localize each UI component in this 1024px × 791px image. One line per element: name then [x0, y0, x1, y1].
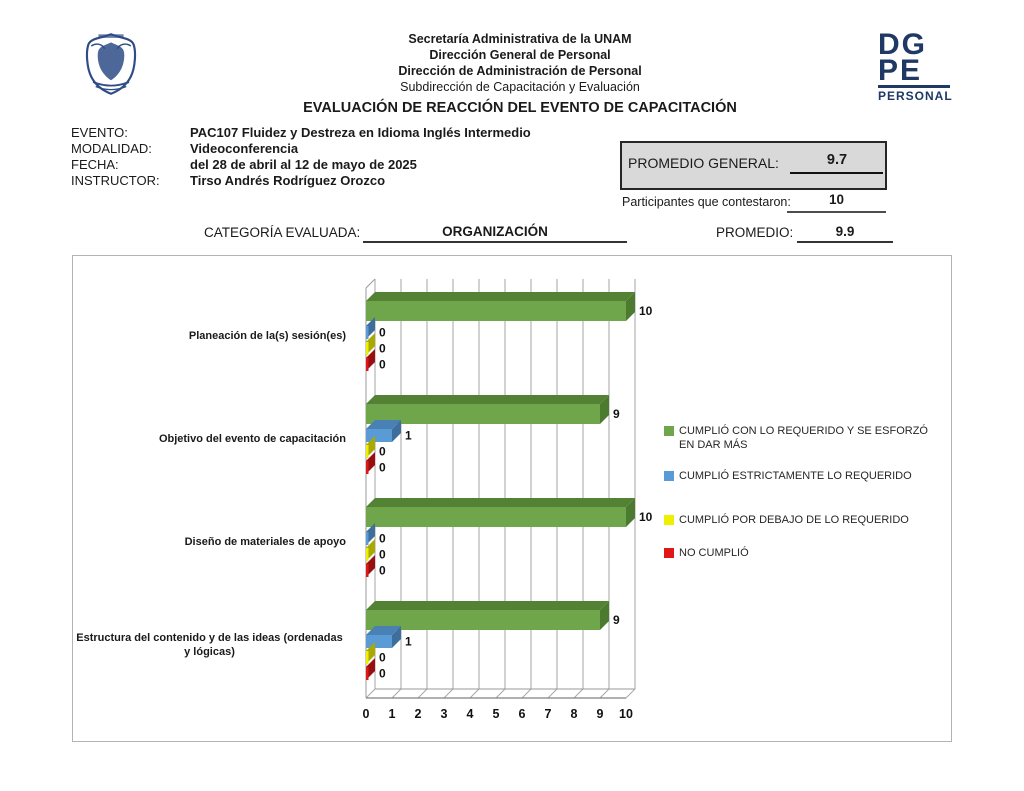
bar-data-label: 0 — [379, 666, 386, 681]
bar-chart-container — [72, 255, 952, 742]
promedio-general-value: 9.7 — [826, 152, 848, 168]
bar-data-label: 1 — [405, 428, 412, 443]
x-tick-label: 5 — [492, 707, 500, 721]
bar-top-face — [366, 601, 609, 610]
event-value: Videoconferencia — [190, 141, 299, 156]
bar-data-label: 0 — [379, 325, 386, 340]
bar-front-face — [366, 651, 369, 664]
legend-label: NO CUMPLIÓ — [679, 547, 749, 559]
categoria-evaluada-label: CATEGORÍA EVALUADA: — [204, 225, 361, 240]
gridline-floor — [626, 689, 635, 698]
promedio-general-underline — [790, 172, 883, 174]
x-tick-label: 0 — [362, 707, 370, 721]
bar-front-face — [366, 635, 392, 648]
legend-label: CUMPLIÓ POR DEBAJO DE LO REQUERIDO — [679, 514, 909, 526]
org-line-4: Subdirección de Capacitación y Evaluación — [400, 80, 640, 94]
event-label: MODALIDAD: — [71, 141, 152, 156]
legend-marker-icon — [664, 515, 674, 525]
page-title: EVALUACIÓN DE REACCIÓN DEL EVENTO DE CAPACITACIÓN — [303, 100, 737, 116]
gridline-floor — [496, 689, 505, 698]
legend-label: CUMPLIÓ CON LO REQUERIDO Y SE ESFORZÓ EN DAR MÁS — [679, 425, 928, 451]
legend-marker-icon — [664, 548, 674, 558]
legend-item — [664, 546, 749, 560]
bar-data-label: 0 — [379, 357, 386, 372]
gridline-floor — [574, 689, 583, 698]
bar-data-label: 0 — [379, 341, 386, 356]
bar-front-face — [366, 548, 369, 561]
bar-front-face — [366, 445, 369, 458]
gridline-floor — [600, 689, 609, 698]
wall-top-edge — [366, 279, 375, 288]
dgpe-logo-caption: PERSONAL — [878, 85, 950, 103]
bar-front-face — [366, 301, 626, 321]
bar-front-face — [366, 358, 369, 371]
x-tick-label: 4 — [466, 707, 474, 721]
event-label: INSTRUCTOR: — [71, 173, 160, 188]
x-tick-label: 1 — [388, 707, 396, 721]
gridline-floor — [548, 689, 557, 698]
dgpe-logo-line2: PE — [878, 54, 923, 87]
bar-data-label: 0 — [379, 444, 386, 459]
legend-marker-icon — [664, 471, 674, 481]
promedio-label: PROMEDIO: — [716, 225, 794, 240]
org-line-1: Secretaría Administrativa de la UNAM — [408, 32, 632, 46]
bar-front-face — [366, 342, 369, 355]
x-tick-label: 6 — [518, 707, 526, 721]
legend-item — [664, 424, 946, 452]
x-tick-label: 2 — [414, 707, 422, 721]
gridline-floor — [522, 689, 531, 698]
bar-data-label: 10 — [639, 510, 653, 524]
promedio-underline — [797, 241, 893, 243]
bar-front-face — [366, 404, 600, 424]
participantes-label: Participantes que contestaron: — [622, 195, 791, 209]
bar-front-face — [366, 507, 626, 527]
legend-label: CUMPLIÓ ESTRICTAMENTE LO REQUERIDO — [679, 470, 912, 482]
event-label: EVENTO: — [71, 125, 128, 140]
bar-chart-plot — [351, 266, 671, 731]
event-row-fecha — [71, 157, 531, 173]
unam-logo-icon — [84, 31, 138, 97]
gridline-floor — [444, 689, 453, 698]
bar-data-label: 9 — [613, 407, 620, 421]
gridline-floor — [392, 689, 401, 698]
bar-top-face — [366, 395, 609, 404]
legend-marker-icon — [664, 426, 674, 436]
gridline-floor — [470, 689, 479, 698]
bar-front-face — [366, 326, 369, 339]
bar-data-label: 0 — [379, 563, 386, 578]
org-line-3: Dirección de Administración de Personal — [398, 64, 642, 78]
event-row-instructor — [71, 173, 531, 189]
event-info-block — [71, 125, 531, 189]
dgpe-logo — [878, 28, 956, 103]
bar-data-label: 0 — [379, 460, 386, 475]
dgpe-logo-line1: DG — [878, 28, 927, 61]
org-line-2: Dirección General de Personal — [429, 48, 611, 62]
event-row-modalidad — [71, 141, 531, 157]
categoria-evaluada-underline — [363, 241, 627, 243]
bar-data-label: 10 — [639, 304, 653, 318]
bar-front-face — [366, 429, 392, 442]
event-value: PAC107 Fluidez y Destreza en Idioma Inglés Intermedio — [190, 125, 531, 140]
bar-top-face — [366, 498, 635, 507]
x-tick-label: 3 — [440, 707, 448, 721]
participantes-value: 10 — [828, 192, 845, 207]
gridline-floor — [418, 689, 427, 698]
bar-data-label: 1 — [405, 634, 412, 649]
promedio-value: 9.9 — [835, 224, 855, 239]
event-label: FECHA: — [71, 157, 119, 172]
bar-data-label: 0 — [379, 547, 386, 562]
bar-data-label: 0 — [379, 650, 386, 665]
event-value: del 28 de abril al 12 de mayo de 2025 — [190, 157, 417, 172]
legend-item — [664, 469, 912, 483]
bar-front-face — [366, 667, 369, 680]
event-value: Tirso Andrés Rodríguez Orozco — [190, 173, 386, 188]
bar-data-label: 9 — [613, 613, 620, 627]
x-tick-label: 7 — [544, 707, 552, 721]
event-row-evento — [71, 125, 531, 141]
categoria-evaluada-value: ORGANIZACIÓN — [442, 224, 548, 239]
gridline-floor — [366, 689, 375, 698]
promedio-general-label: PROMEDIO GENERAL: — [628, 155, 779, 171]
bar-front-face — [366, 532, 369, 545]
x-tick-label: 9 — [596, 707, 604, 721]
x-tick-label: 8 — [570, 707, 578, 721]
bar-front-face — [366, 461, 369, 474]
category-label: Planeación de la(s) sesión(es) — [188, 330, 346, 342]
x-tick-label: 10 — [619, 707, 633, 721]
legend-item — [664, 513, 909, 527]
bar-front-face — [366, 610, 600, 630]
category-label: Objetivo del evento de capacitación — [158, 433, 346, 445]
participantes-underline — [787, 211, 886, 213]
bar-data-label: 0 — [379, 531, 386, 546]
bar-front-face — [366, 564, 369, 577]
category-label: Diseño de materiales de apoyo — [184, 536, 346, 548]
category-label: Estructura del contenido y de las ideas (ordenadas y lógicas) — [76, 632, 343, 658]
bar-top-face — [366, 292, 635, 301]
header-org-block — [292, 31, 748, 95]
